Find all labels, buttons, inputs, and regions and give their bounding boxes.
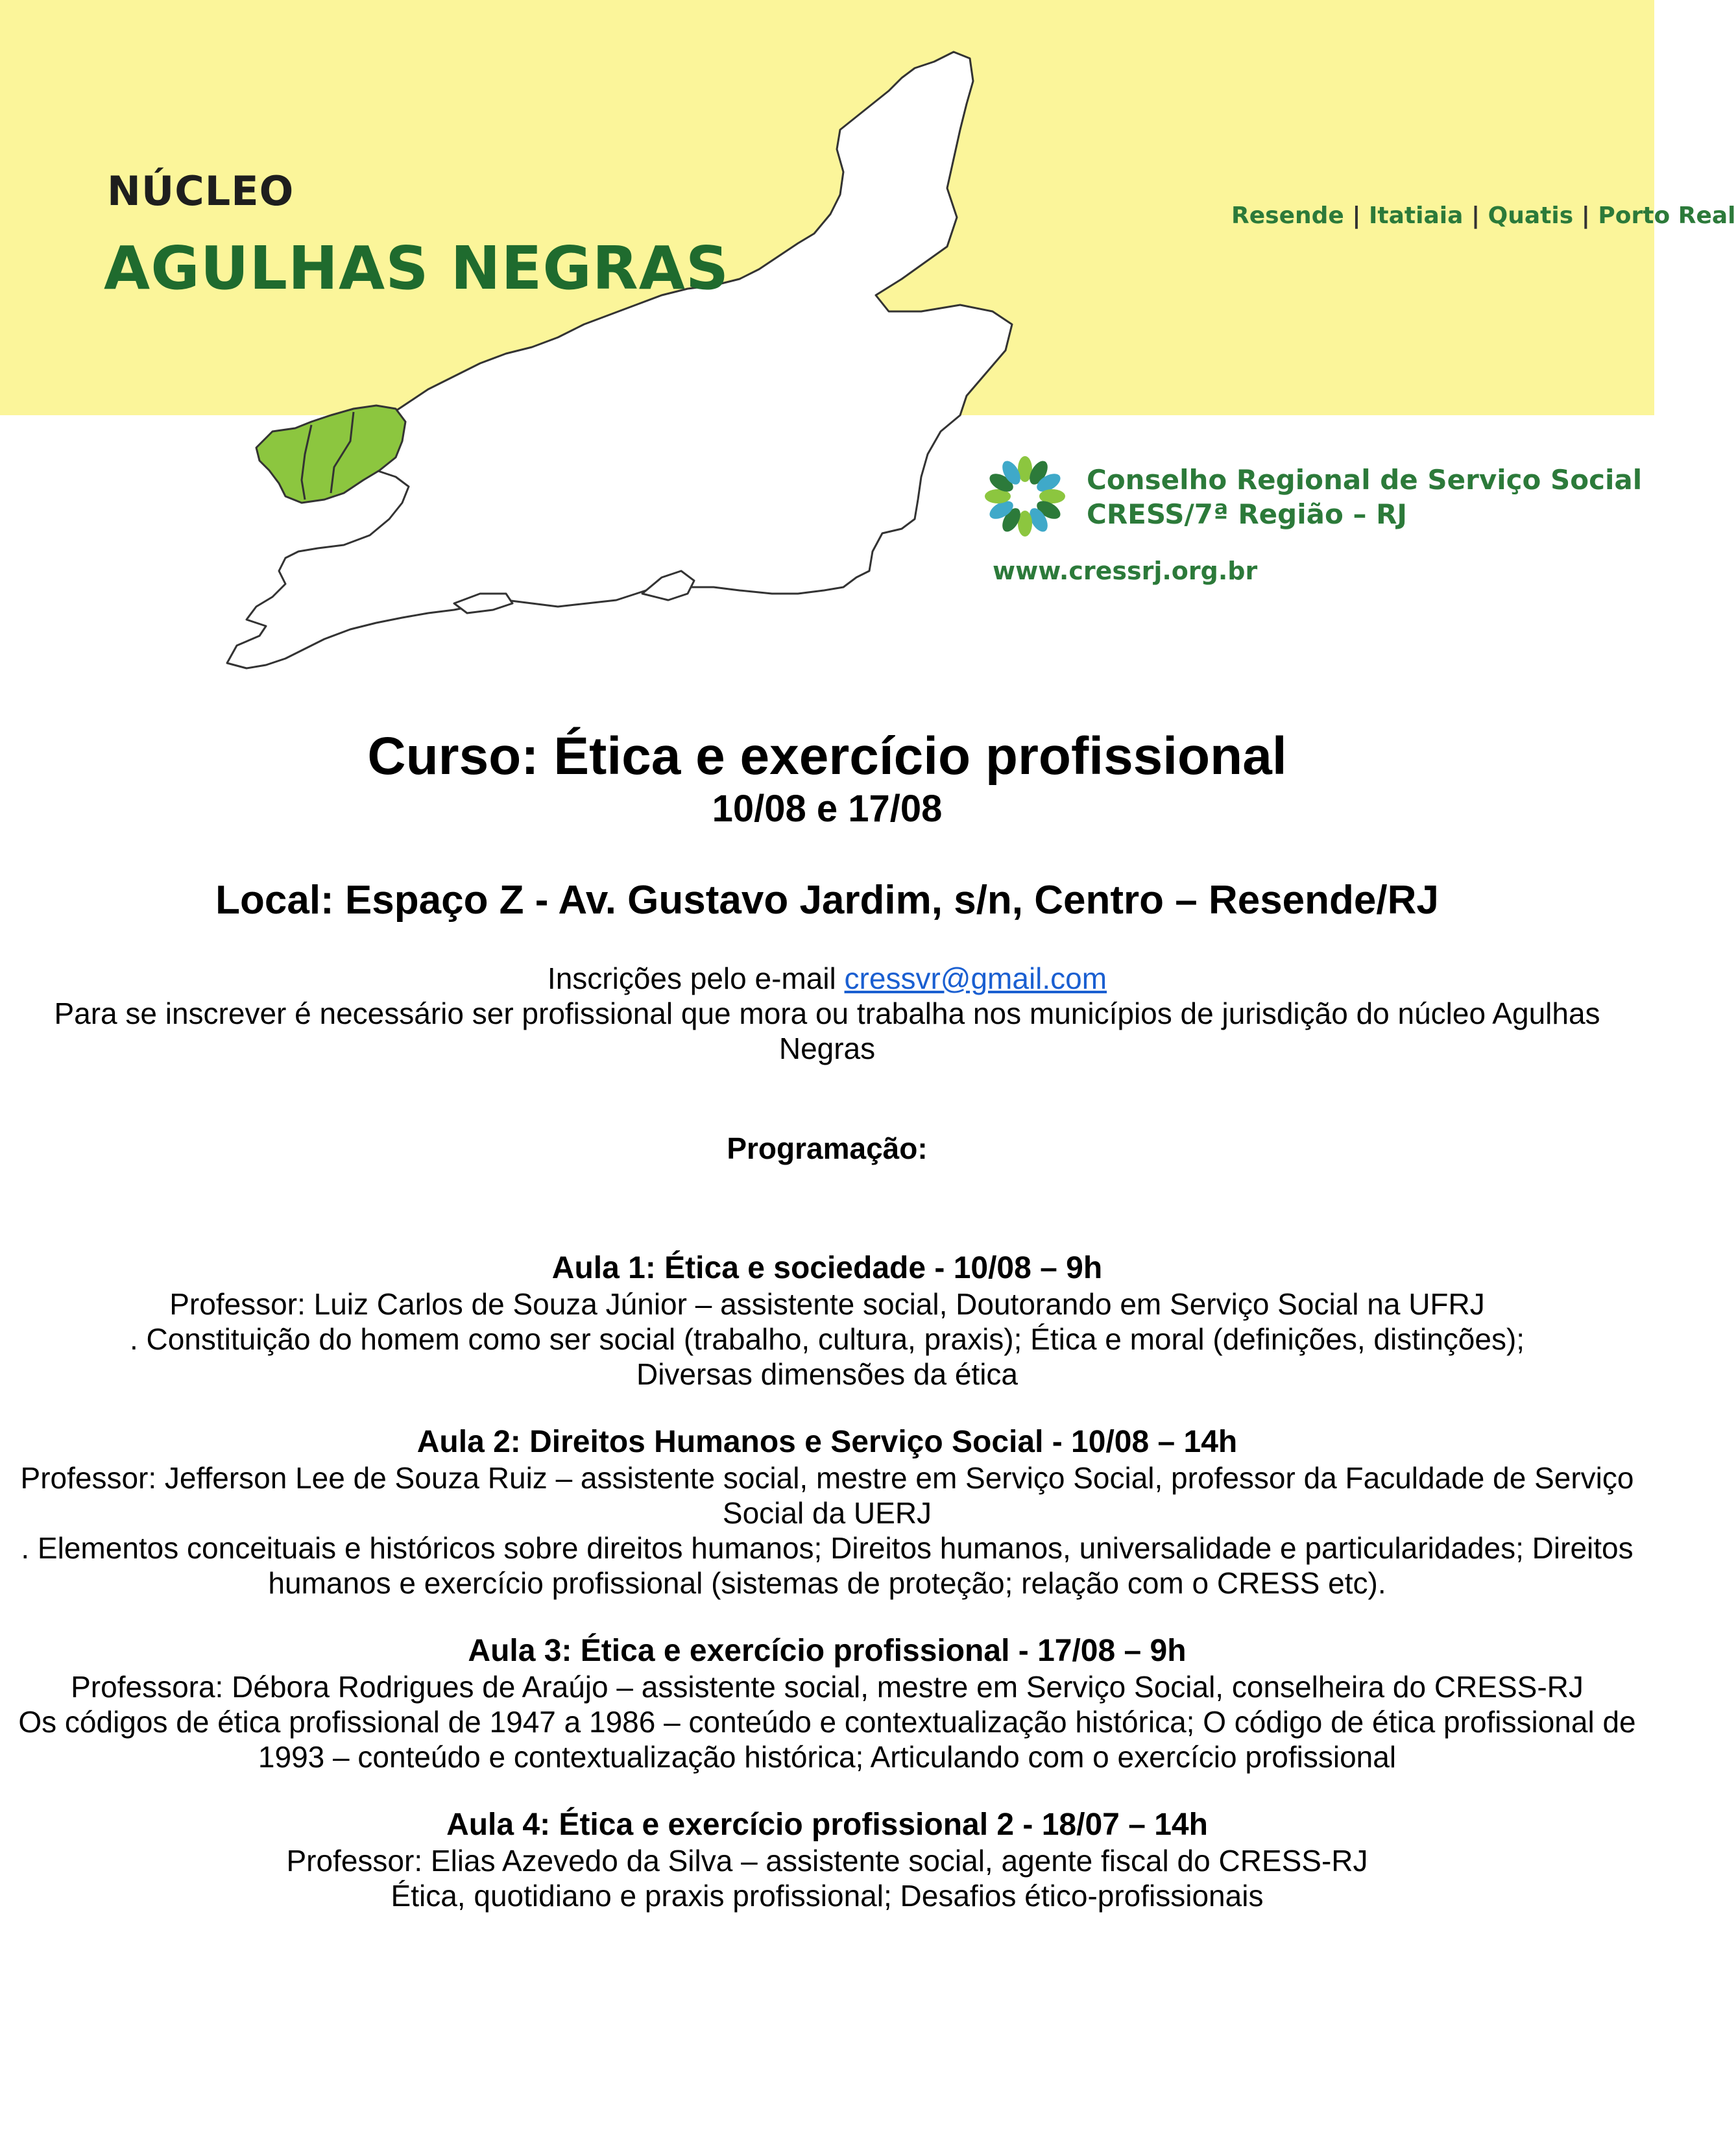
aula-content: Os códigos de ética profissional de 1947 a 1986 – conteúdo e contextualização histórica; O código de ética profissional de 1993 – conteúdo e contextualização histórica; Articulando com o exercício profissional (18, 1704, 1636, 1774)
aula-title: Aula 1: Ética e sociedade - 10/08 – 9h (551, 1250, 1103, 1285)
aula-professor: Professor: Luiz Carlos de Souza Júnior – assistente social, Doutorando em Serviço Social na UFRJ (169, 1287, 1485, 1321)
aula-title: Aula 2: Direitos Humanos e Serviço Social - 10/08 – 14h (416, 1424, 1238, 1459)
aula-content: . Elementos conceituais e históricos sobre direitos humanos; Direitos humanos, universalidade e particularidades; Direitos humanos e exercício profissional (sistemas de proteção; relação com o CRESS etc). (21, 1530, 1634, 1600)
org-region: CRESS/7ª Região – RJ (1087, 498, 1408, 530)
separator: | (1352, 202, 1369, 229)
aula-professor: Professora: Débora Rodrigues de Araújo – assistente social, mestre em Serviço Social, conselheira do CRESS-RJ (71, 1669, 1584, 1704)
course-location: Local: Espaço Z - Av. Gustavo Jardim, s/n, Centro – Resende/RJ (215, 878, 1439, 923)
aula-content: Ética, quotidiano e praxis profissional; Desafios ético-profissionais (391, 1878, 1264, 1913)
cress-hands-logo-icon (983, 454, 1067, 538)
course-content (0, 727, 1654, 1913)
course-dates: 10/08 e 17/08 (712, 787, 943, 830)
aula-content: . Constituição do homem como ser social (trabalho, cultura, praxis); Ética e moral (definições, distinções); Diversas dimensões da ética (129, 1322, 1525, 1391)
course-title: Curso: Ética e exercício profissional (367, 727, 1287, 786)
aula-professor: Professor: Jefferson Lee de Souza Ruiz – assistente social, mestre em Serviço Social, professor da Faculdade de Serviço Social da UERJ (20, 1460, 1634, 1530)
aula-block (0, 1633, 1654, 1774)
email-link[interactable]: cressvr@gmail.com (844, 961, 1107, 995)
aula-professor: Professor: Elias Azevedo da Silva – assistente social, agente fiscal do CRESS-RJ (286, 1843, 1368, 1878)
registration-line (0, 961, 1654, 996)
aula-block (0, 1807, 1654, 1913)
separator: | (1581, 202, 1598, 229)
header-banner (0, 0, 1736, 701)
municipio-porto-real: Porto Real (1598, 202, 1736, 229)
aula-title: Aula 4: Ética e exercício profissional 2 - 18/07 – 14h (446, 1807, 1208, 1842)
municipio-quatis: Quatis (1488, 202, 1574, 229)
nucleo-label: NÚCLEO (107, 167, 295, 215)
programacao-heading: Programação: (727, 1131, 928, 1165)
aula-block (0, 1250, 1654, 1392)
separator: | (1471, 202, 1488, 229)
municipio-resende: Resende (1231, 202, 1344, 229)
aula-block (0, 1424, 1654, 1601)
org-website-link[interactable]: www.cressrj.org.br (993, 557, 1258, 585)
municipio-itatiaia: Itatiaia (1369, 202, 1464, 229)
nucleo-name: AGULHAS NEGRAS (104, 234, 730, 303)
org-name: Conselho Regional de Serviço Social (1087, 464, 1643, 496)
registration-requirement: Para se inscrever é necessário ser profissional que mora ou trabalha nos municípios de jurisdição do núcleo Agulhas Negras (54, 996, 1600, 1065)
aula-title: Aula 3: Ética e exercício profissional - 17/08 – 9h (468, 1633, 1187, 1668)
rio-de-janeiro-state-map-icon (0, 0, 1654, 701)
registration-info (0, 961, 1654, 1066)
registration-prefix: Inscrições pelo e-mail (547, 961, 845, 995)
municipios-list (1231, 202, 1736, 229)
